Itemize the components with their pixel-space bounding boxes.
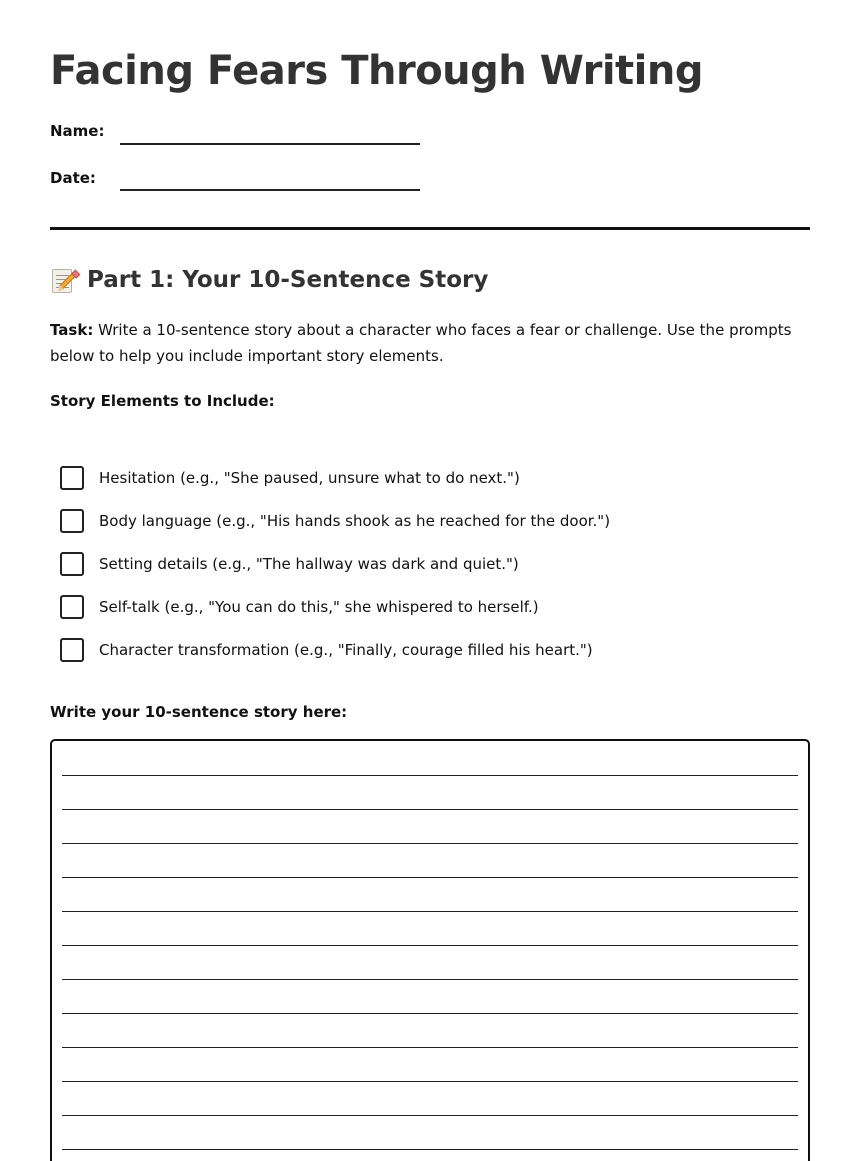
- task-text: Write a 10-sentence story about a character who faces a fear or challenge. Use the prompts below to help you include important story elements.: [50, 321, 792, 365]
- writing-line: [62, 979, 798, 980]
- story-elements-label: Story Elements to Include:: [50, 392, 275, 410]
- writing-line: [62, 911, 798, 912]
- story-elements-checklist: [60, 456, 800, 671]
- checkbox[interactable]: [60, 595, 84, 619]
- name-field[interactable]: [120, 143, 420, 145]
- part1-title: Part 1: Your 10-Sentence Story: [87, 267, 489, 293]
- memo-icon: [50, 266, 78, 294]
- checkbox[interactable]: [60, 509, 84, 533]
- checklist-item-label: Setting details (e.g., "The hallway was dark and quiet."): [99, 554, 519, 573]
- name-label: Name:: [50, 122, 105, 140]
- checklist-item-label: Self-talk (e.g., "You can do this," she whispered to herself.): [99, 597, 539, 616]
- checklist-item-body-language: [60, 499, 800, 542]
- writing-line: [62, 1081, 798, 1082]
- checklist-item-transformation: [60, 628, 800, 671]
- story-write-label: Write your 10-sentence story here:: [50, 703, 348, 721]
- checkbox[interactable]: [60, 638, 84, 662]
- checklist-item-hesitation: [60, 456, 800, 499]
- checklist-item-label: Hesitation (e.g., "She paused, unsure what to do next."): [99, 468, 520, 487]
- checklist-item-label: Character transformation (e.g., "Finally, courage filled his heart."): [99, 640, 593, 659]
- date-label: Date:: [50, 169, 96, 187]
- checkbox[interactable]: [60, 552, 84, 576]
- task-description: [50, 317, 810, 369]
- writing-line: [62, 843, 798, 844]
- writing-line: [62, 1115, 798, 1116]
- checkbox[interactable]: [60, 466, 84, 490]
- writing-line: [62, 1149, 798, 1150]
- story-writing-area[interactable]: [50, 739, 810, 1161]
- part1-heading: [50, 266, 488, 294]
- writing-line: [62, 775, 798, 776]
- checklist-item-self-talk: [60, 585, 800, 628]
- checklist-item-setting-details: [60, 542, 800, 585]
- writing-line: [62, 877, 798, 878]
- worksheet-page: [50, 0, 810, 1161]
- writing-line: [62, 809, 798, 810]
- checklist-item-label: Body language (e.g., "His hands shook as he reached for the door."): [99, 511, 611, 530]
- task-label: Task:: [50, 321, 94, 339]
- header-divider: [50, 227, 810, 230]
- page-title: Facing Fears Through Writing: [50, 48, 703, 94]
- date-field[interactable]: [120, 189, 420, 191]
- writing-line: [62, 1013, 798, 1014]
- writing-line: [62, 1047, 798, 1048]
- writing-line: [62, 945, 798, 946]
